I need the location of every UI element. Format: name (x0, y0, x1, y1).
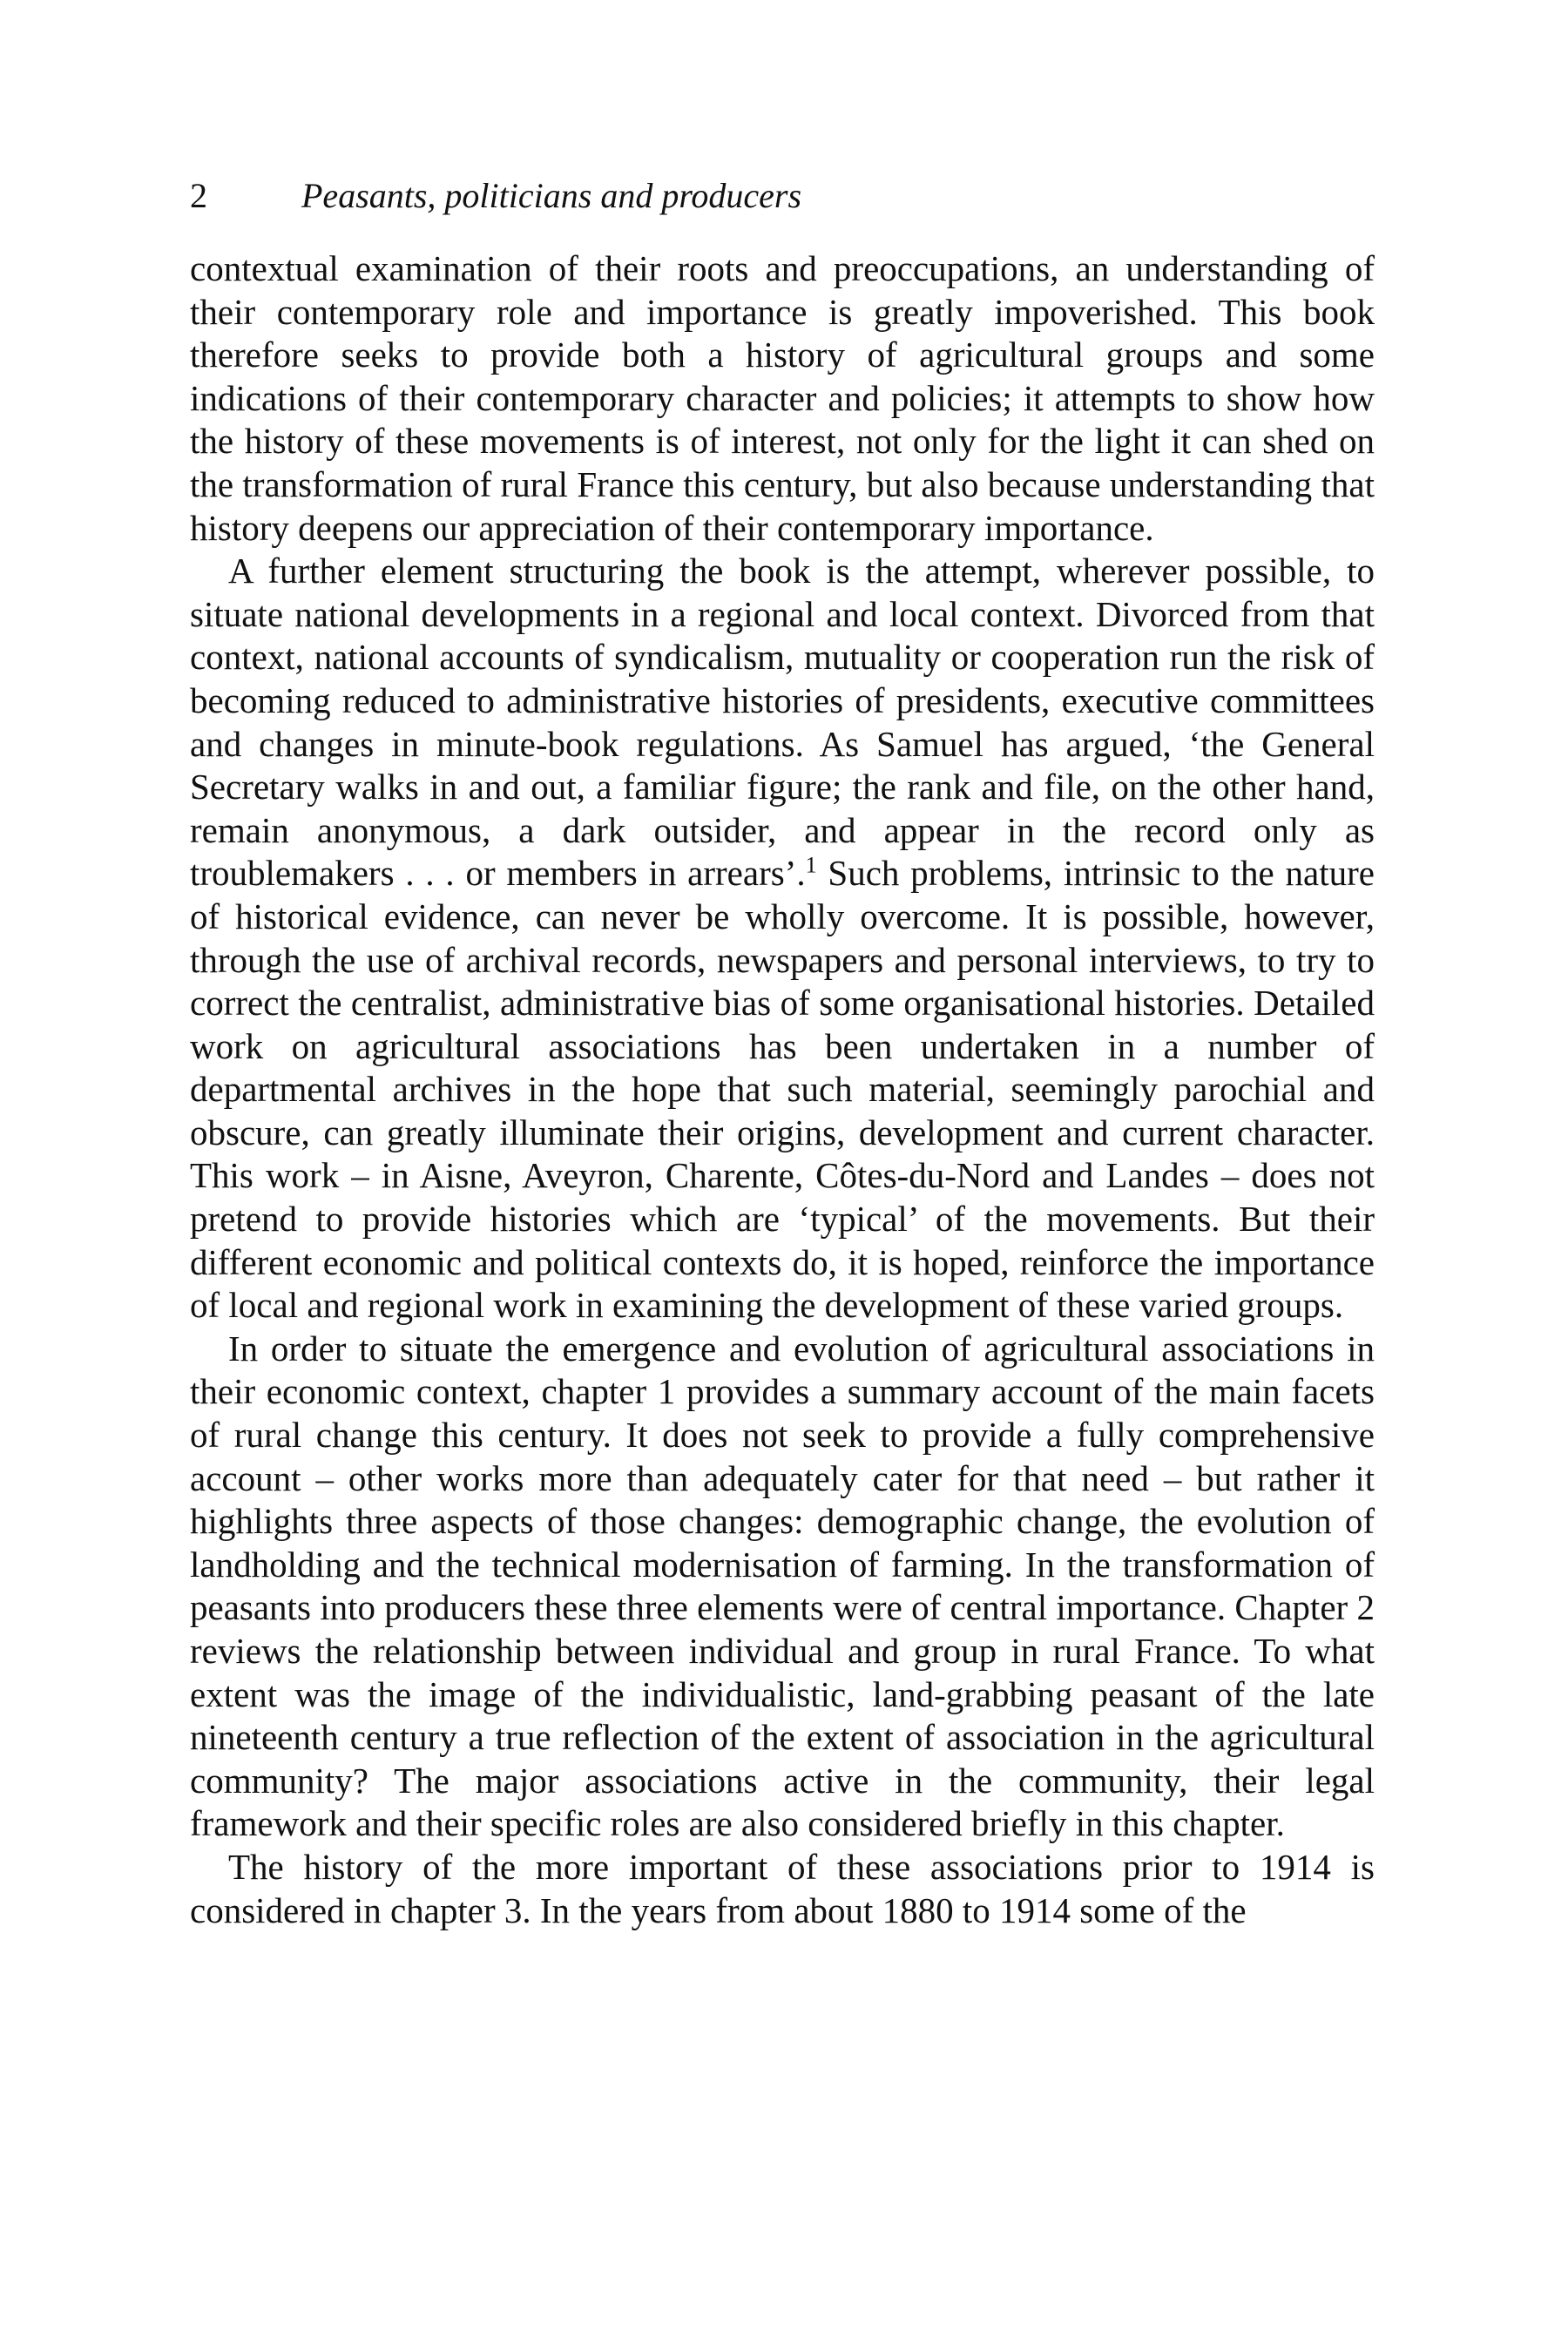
footnote-reference: 1 (805, 852, 817, 878)
paragraph-chapter-outline: In order to situate the emergence and evolution of agricultural associations in their economic context, chapter 1 provides a summary account of the main facets of rural change this century. It does not seek to provide a fully comprehensive account – other works more than adequately cater for that need – but rather it highlights three aspects of those changes: demographic change, the evolution of landholding and the technical modernisation of farming. In the transformation of peasants into producers these three elements were of central importance. Chapter 2 reviews the relationship between individual and group in rural France. To what extent was the image of the individualistic, land-grabbing peasant of the late nineteenth century a true reflection of the extent of association in the agricultural community? The major associations active in the community, their legal framework and their specific roles are also considered briefly in this chapter. (190, 1328, 1375, 1844)
paragraph-regional-context-continuation: Such problems, intrinsic to the nature of historical evidence, can never be wholly overcome. It is possible, however, through the use of archival records, newspapers and personal interviews, to try to correct the centralist, administrative bias of some organisational histories. Detailed work on agricultural associations has been undertaken in a number of departmental archives in the hope that such material, seemingly parochial and obscure, can greatly illuminate their origins, development and current character. This work – in Aisne, Aveyron, Charente, Côtes-du-Nord and Landes – does not pretend to provide histories which are ‘typical’ of the movements. But their different economic and political contexts do, it is hoped, reinforce the importance of local and regional work in examining the development of these varied groups. (190, 853, 1375, 1326)
running-title: Peasants, politicians and producers (301, 176, 802, 215)
paragraph-continuation: contextual examination of their roots and preoccupations, an understanding of their contemporary role and importance is greatly impoverished. This book therefore seeks to provide both a history of agricultural groups and some indications of their contemporary character and policies; it attempts to show how the history of these movements is of interest, not only for the light it can shed on the transformation of rural France this century, but also because understanding that history deepens our appreciation of their contemporary importance. (190, 248, 1375, 548)
page-number: 2 (190, 176, 207, 215)
running-head (190, 174, 1375, 218)
paragraph-history-prior-1914: The history of the more important of these associations prior to 1914 is considered in chapter 3. In the years from about 1880 to 1914 some of the (190, 1846, 1375, 1930)
paragraph-regional-context-text: A further element structuring the book is the attempt, wherever possible, to situate national developments in a regional and local context. Divorced from that context, national accounts of syndicalism, mutuality or cooperation run the risk of becoming reduced to administrative histories of presidents, executive committees and changes in minute-book regulations. As Samuel has argued, ‘the General Secretary walks in and out, a familiar figure; the rank and file, on the other hand, remain anonymous, a dark outsider, and appear in the record only as troublemakers . . . or members in arrears’. (190, 551, 1375, 894)
body-text (190, 247, 1375, 1932)
paragraph-regional-context (190, 550, 1375, 1328)
